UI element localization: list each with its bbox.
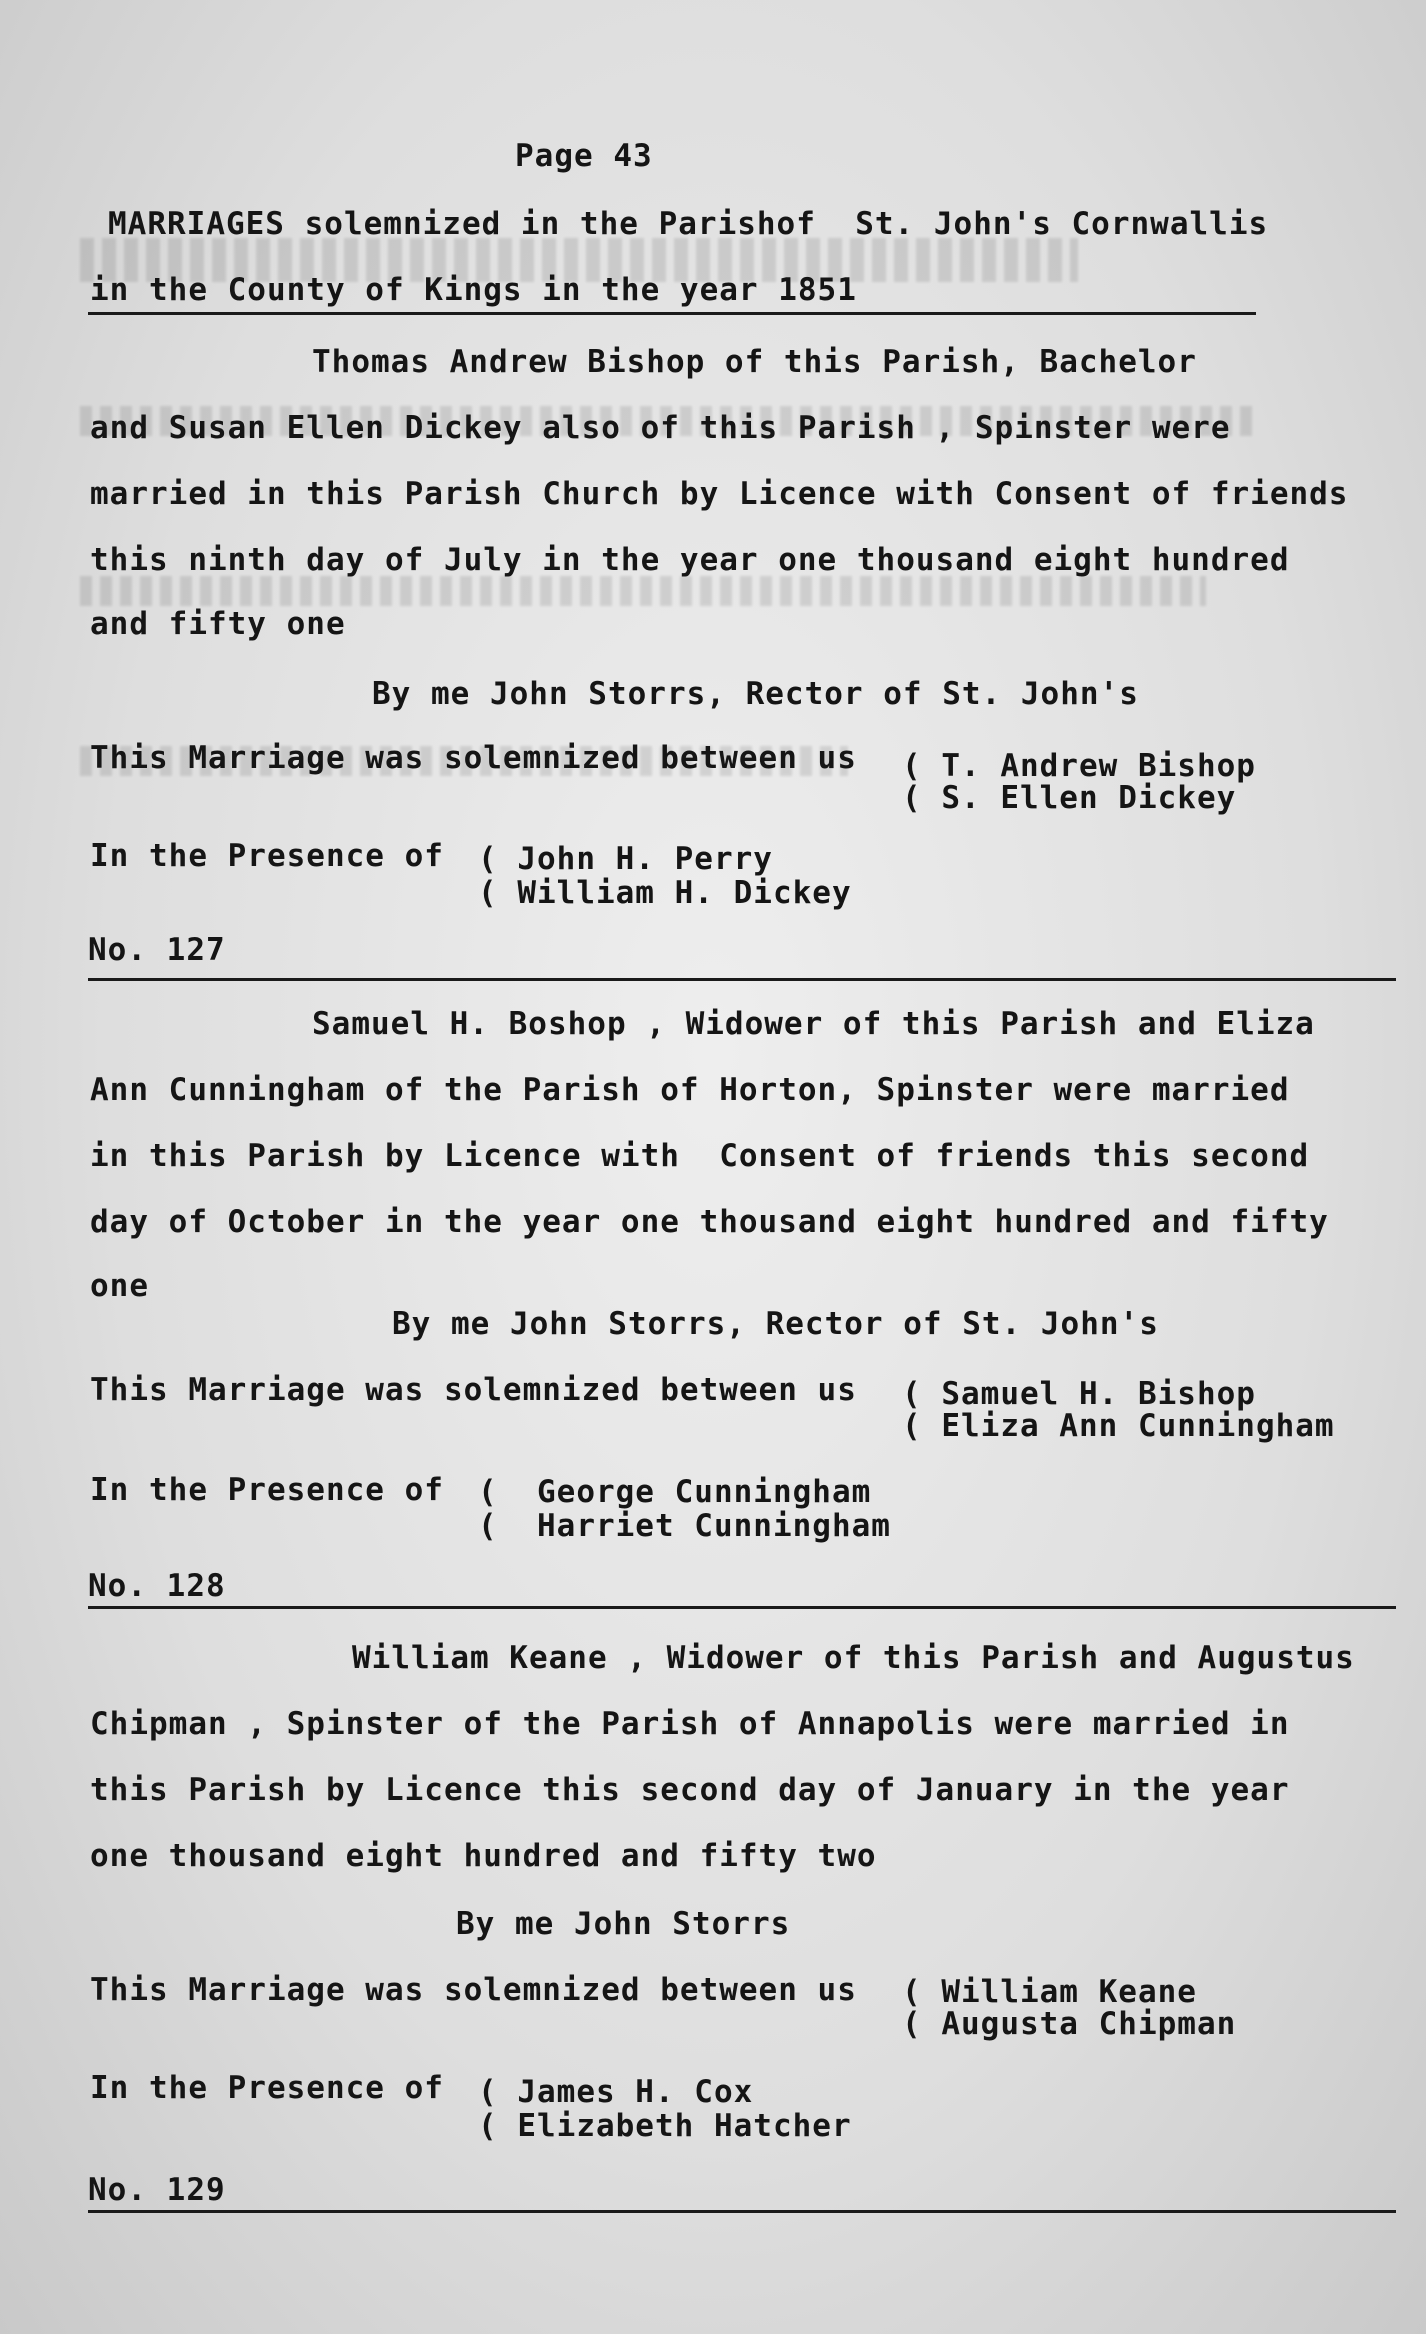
between-label: This Marriage was solemnized between us [90, 740, 857, 776]
heading-underline [88, 312, 1256, 315]
record-body-line: in this Parish by Licence with Consent of friends this second [90, 1138, 1310, 1174]
witness: ( James H. Cox [478, 2074, 754, 2110]
witness: ( Harriet Cunningham [478, 1508, 891, 1544]
record-number: No. 127 [88, 932, 226, 968]
party-bride: ( S. Ellen Dickey [902, 780, 1237, 816]
record-number: No. 128 [88, 1568, 226, 1604]
page-number: Page 43 [515, 138, 653, 174]
between-label: This Marriage was solemnized between us [90, 1972, 857, 2008]
record-body-line: this Parish by Licence this second day of January in the year [90, 1772, 1290, 1808]
witness: ( George Cunningham [478, 1474, 872, 1510]
record-body-line: and Susan Ellen Dickey also of this Parish , Spinster were [90, 410, 1231, 446]
witness: ( John H. Perry [478, 841, 773, 877]
officiant: By me John Storrs, Rector of St. John's [392, 1306, 1159, 1342]
record-body-line: Ann Cunningham of the Parish of Horton, Spinster were married [90, 1072, 1290, 1108]
record-body-line: married in this Parish Church by Licence with Consent of friends [90, 476, 1349, 512]
witness: ( Elizabeth Hatcher [478, 2108, 852, 2144]
presence-label: In the Presence of [90, 1472, 444, 1508]
party-bride: ( Eliza Ann Cunningham [902, 1408, 1335, 1444]
party-groom: ( T. Andrew Bishop [902, 748, 1256, 784]
officiant: By me John Storrs, Rector of St. John's [372, 676, 1139, 712]
record-body-line: Thomas Andrew Bishop of this Parish, Bachelor [312, 344, 1197, 380]
officiant: By me John Storrs [456, 1906, 791, 1942]
record-divider [88, 978, 1396, 981]
record-body-line: day of October in the year one thousand eight hundred and fifty [90, 1204, 1329, 1240]
record-body-line: and fifty one [90, 606, 346, 642]
record-body-line: Chipman , Spinster of the Parish of Annapolis were married in [90, 1706, 1290, 1742]
register-heading-line2: in the County of Kings in the year 1851 [90, 272, 857, 308]
party-bride: ( Augusta Chipman [902, 2006, 1237, 2042]
record-divider [88, 1606, 1396, 1609]
record-number: No. 129 [88, 2172, 226, 2208]
witness: ( William H. Dickey [478, 875, 852, 911]
record-body-line: one thousand eight hundred and fifty two [90, 1838, 877, 1874]
record-body-line: one [90, 1268, 149, 1304]
record-divider [88, 2210, 1396, 2213]
party-groom: ( William Keane [902, 1974, 1197, 2010]
between-label: This Marriage was solemnized between us [90, 1372, 857, 1408]
party-groom: ( Samuel H. Bishop [902, 1376, 1256, 1412]
register-heading-line1: MARRIAGES solemnized in the Parishof St. John's Cornwallis [108, 206, 1269, 242]
presence-label: In the Presence of [90, 2070, 444, 2106]
presence-label: In the Presence of [90, 838, 444, 874]
record-body-line: this ninth day of July in the year one thousand eight hundred [90, 542, 1290, 578]
record-body-line: William Keane , Widower of this Parish and Augustus [352, 1640, 1355, 1676]
record-body-line: Samuel H. Boshop , Widower of this Parish and Eliza [312, 1006, 1315, 1042]
